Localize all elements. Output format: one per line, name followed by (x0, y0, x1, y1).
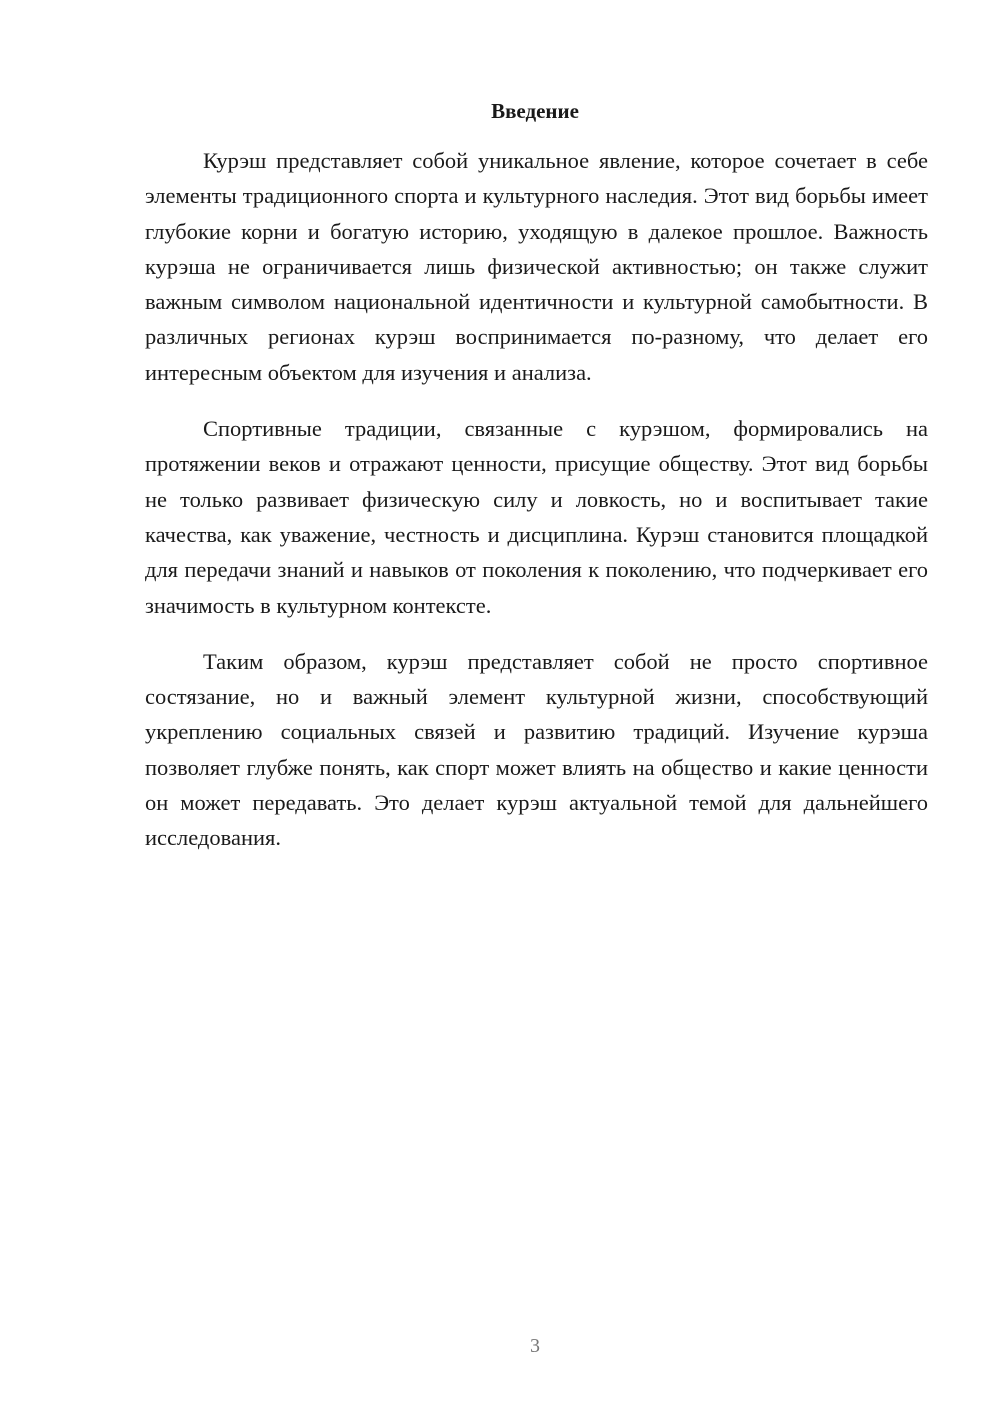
paragraph-2: Спортивные традиции, связанные с курэшом, формировались на протяжении веков и отражают ценности, присущие обществу. Этот вид борьбы не только развивает физическую силу и ловкость, но и воспитывает такие качества, как уважение, честность и дисциплина. Курэш становится площадкой для передачи знаний и навыков от поколения к поколению, что подчеркивает его значимость в культурном контексте. (145, 416, 928, 618)
body-text (145, 143, 928, 877)
page-number: 3 (530, 1335, 540, 1357)
section-heading: Введение (491, 99, 579, 123)
paragraph-3: Таким образом, курэш представляет собой не просто спортивное состязание, но и важный элемент культурной жизни, способствующий укреплению социальных связей и развитию традиций. Изучение курэша позволяет глубже понять, как спорт может влиять на общество и какие ценности он может передавать. Это делает курэш актуальной темой для дальнейшего исследования. (145, 648, 928, 851)
paragraph-1: Курэш представляет собой уникальное явление, которое сочетает в себе элементы традиционного спорта и культурного наследия. Этот вид борьбы имеет глубокие корни и богатую историю, уходящую в далекое прошлое. Важность курэша не ограничивается лишь физической активностью; он также служит важным символом национальной идентичности и культурной самобытности. В различных регионах курэш воспринимается по-разному, что делает его интересным объектом для изучения и анализа. (145, 148, 928, 385)
